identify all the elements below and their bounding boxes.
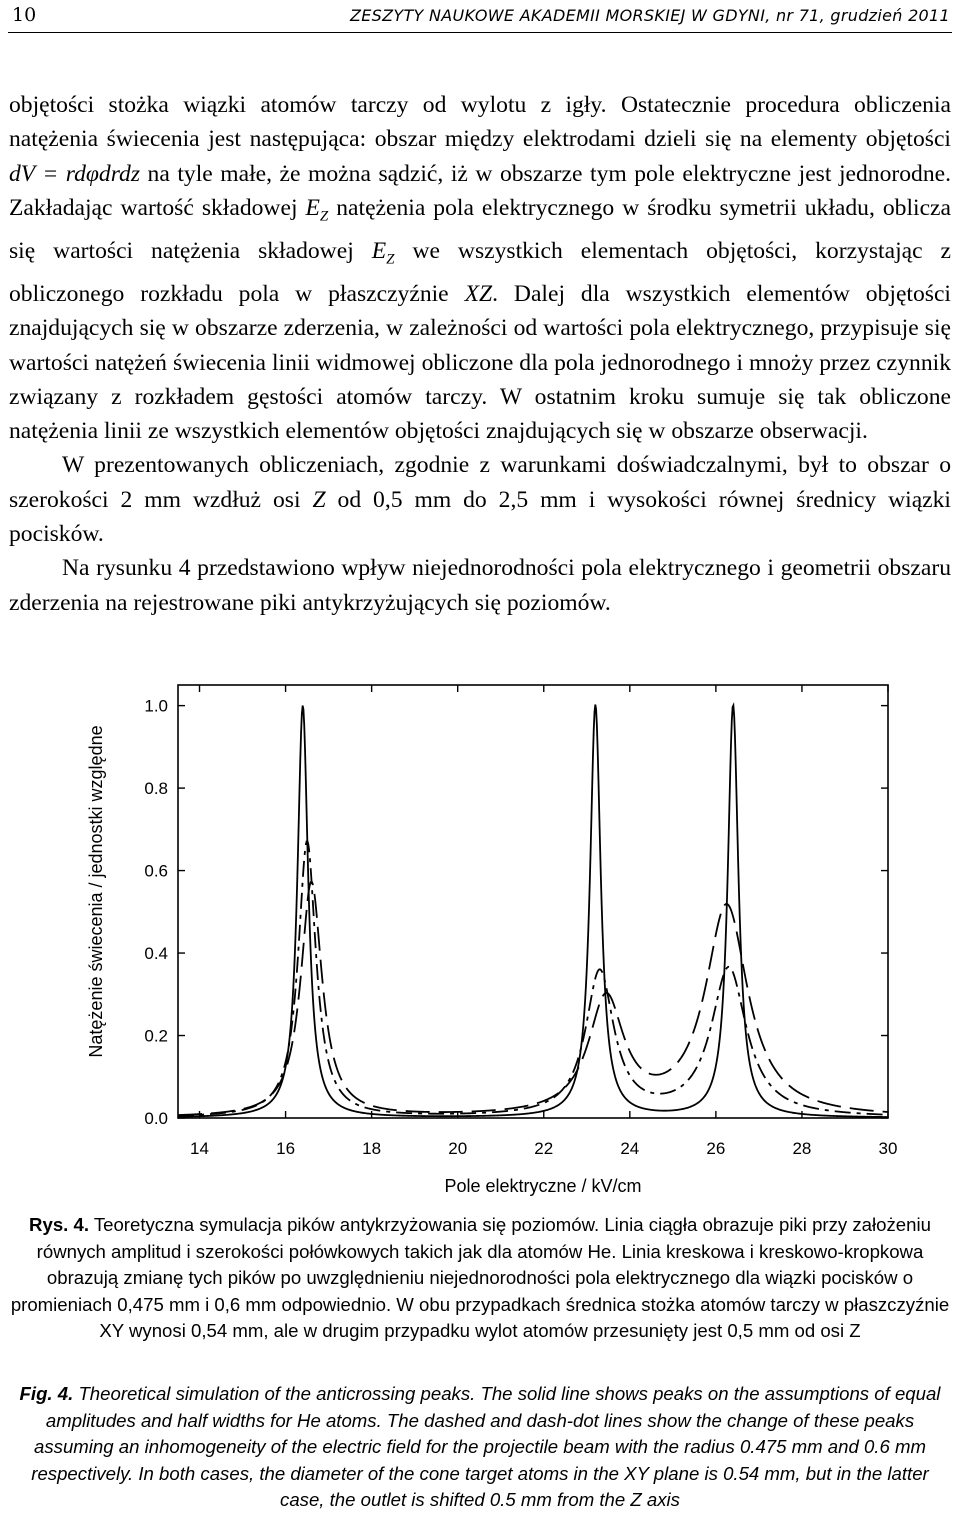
y-tick-label: 0.2 [144,1026,168,1046]
ez-subscript: Z [319,208,329,225]
x-tick-label: 30 [878,1139,898,1158]
figure-4 [0,670,960,1210]
page-number: 10 [12,4,37,26]
chart-labels [86,697,897,1196]
x-tick-label: 20 [448,1139,468,1158]
plot-frame [178,685,888,1118]
ez-letter-2: E [371,237,387,264]
series-line-dashed [178,882,888,1116]
x-tick-label: 28 [792,1139,812,1158]
y-tick-label: 1.0 [144,696,168,716]
anticrossing-chart [0,670,960,1210]
p1-text-e: . Dalej dla wszystkich elementów objętości znajdujących się w obszarze zderzenia, w zależności od wartości pola elektrycznego, przypisuje się wartości natężeń świecenia linii widmowej obliczone dla pola jednorodnego i mnoży przez czynnik związany z rozkładem gęstości atomów tarczy. W ostatnim kroku sumuje się tak obliczone natężenia linii ze wszystkich elementów objętości znajdujących się w obszarze obserwacji. [9,280,951,445]
p2-text-b: od 0,5 mm do 2,5 mm i wysokości równej średnicy wiązki pocisków. [9,486,951,547]
z-axis-symbol: Z [312,486,326,513]
paragraph-1 [9,88,951,448]
ez-subscript-2: Z [386,251,395,268]
y-axis-label: Natężenie świecenia / jednostki względne [86,725,106,1058]
p1-text-a: objętości stożka wiązki atomów tarczy od wylotu z igły. Ostatecznie procedura obliczenia natężenia świecenia jest następująca: obszar między elektrodami dzieli się na elementy objętości [9,92,951,153]
xz-plane-symbol: XZ [464,280,493,307]
caption-en-text: Theoretical simulation of the anticrossing peaks. The solid line shows peaks on the assumptions of equal amplitudes and half widths for He atoms. The dashed and dash-dot lines show the change of these peaks assuming an inhomogeneity of the electric field for the projectile beam with the radius 0.475 mm and 0.6 mm respectively. In both cases, the diameter of the cone target atoms in the XY plane is 0.54 mm, but in the latter case, the outlet is shifted 0.5 mm from the Z axis [31,1383,941,1510]
running-title: ZESZYTY NAUKOWE AKADEMII MORSKIEJ W GDYNI, nr 71, grudzień 2011 [350,6,950,25]
caption-en-label: Fig. 4. [19,1383,74,1404]
y-tick-label: 0.6 [144,861,168,881]
volume-element-formula: dV = rdφdrdz [9,160,141,187]
paragraph-2 [9,448,951,551]
x-axis-label: Pole elektryczne / kV/cm [444,1176,642,1196]
p1-text-b: na tyle małe, że można sądzić, iż w obszarze tym pole elektryczne jest jednorodne. Zakładając wartość składowej [9,160,951,221]
page-header [8,2,952,33]
x-tick-label: 16 [276,1139,296,1158]
chart-curves [178,705,888,1117]
x-tick-label: 18 [362,1139,382,1158]
paragraph-3: Na rysunku 4 przedstawiono wpływ niejednorodności pola elektrycznego i geometrii obszaru zderzenia na rejestrowane piki antykrzyżujących się poziomów. [9,555,951,616]
caption-english [10,1381,950,1514]
p1-text-d: we wszystkich elementach objętości, korzystając z obliczonego rozkładu pola w płaszczyźnie [9,237,951,307]
y-tick-label: 0.8 [144,779,168,799]
y-tick-label: 0.4 [144,944,168,964]
x-tick-label: 24 [620,1139,640,1158]
caption-pl-label: Rys. 4. [29,1214,89,1235]
x-tick-label: 26 [706,1139,726,1158]
ez-letter: E [305,194,320,221]
ez-symbol [305,194,329,225]
caption-pl-text: Teoretyczna symulacja pików antykrzyżowania się poziomów. Linia ciągła obrazuje piki przy założeniu równych amplitud i szerokości połówkowych takich jak dla atomów He. Linia kreskowa i kreskowo-kropkowa obrazują zmianę tych pików po uwzględnieniu niejednorodności pola elektrycznego dla wiązki pocisków o promieniach 0,475 mm i 0,6 mm odpowiednio. W obu przypadkach średnica stożka atomów tarczy w płaszczyźnie XY wynosi 0,54 mm, ale w drugim przypadku wylot atomów przesunięty jest 0,5 mm od osi Z [10,1214,950,1341]
chart-axes [178,685,888,1118]
body-text [9,88,951,620]
series-line-solid [178,705,888,1117]
x-tick-label: 22 [534,1139,554,1158]
caption-polish [10,1212,950,1345]
p2-text-a: W prezentowanych obliczeniach, zgodnie z warunkami doświadczalnymi, był to obszar o szerokości 2 mm wzdłuż osi [9,452,951,513]
p1-text-c: natężenia pola elektrycznego w środku symetrii układu, oblicza się wartości natężenia składowej [9,194,951,264]
ez-symbol-2 [371,237,395,268]
x-tick-label: 14 [190,1139,209,1158]
y-tick-label: 0.0 [144,1109,168,1128]
